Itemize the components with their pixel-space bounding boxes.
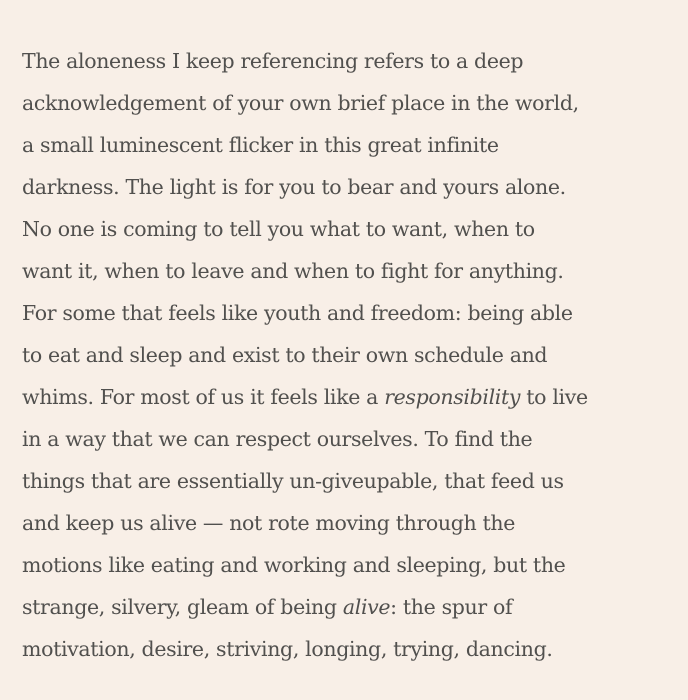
essay-paragraph [22, 40, 682, 670]
paragraph-line: and keep us alive — not rote moving through the [22, 511, 516, 535]
emphasis-responsibility: responsibility [384, 385, 521, 409]
paragraph-line: No one is coming to tell you what to want, when to [22, 217, 535, 241]
paragraph-line: things that are essentially un-giveupable, that feed us [22, 469, 564, 493]
paragraph-line: motions like eating and working and sleeping, but the [22, 553, 566, 577]
paragraph-line: want it, when to leave and when to fight for anything. [22, 259, 564, 283]
paragraph-line: acknowledgement of your own brief place in the world, [22, 91, 579, 115]
paragraph-line: motivation, desire, striving, longing, trying, dancing. [22, 637, 553, 661]
paragraph-line: to eat and sleep and exist to their own schedule and [22, 343, 548, 367]
paragraph-line: The aloneness I keep referencing refers to a deep [22, 49, 524, 73]
paragraph-line: For some that feels like youth and freedom: being able [22, 301, 573, 325]
paragraph-line: in a way that we can respect ourselves. To find the [22, 427, 533, 451]
previous-text-fragment [22, 0, 82, 2]
emphasis-alive: alive [342, 595, 391, 619]
paragraph-line: strange, silvery, gleam of being alive: the spur of [22, 595, 513, 619]
paragraph-line: darkness. The light is for you to bear and yours alone. [22, 175, 566, 199]
paragraph-line: a small luminescent flicker in this great infinite [22, 133, 499, 157]
paragraph-line: whims. For most of us it feels like a responsibility to live [22, 385, 588, 409]
